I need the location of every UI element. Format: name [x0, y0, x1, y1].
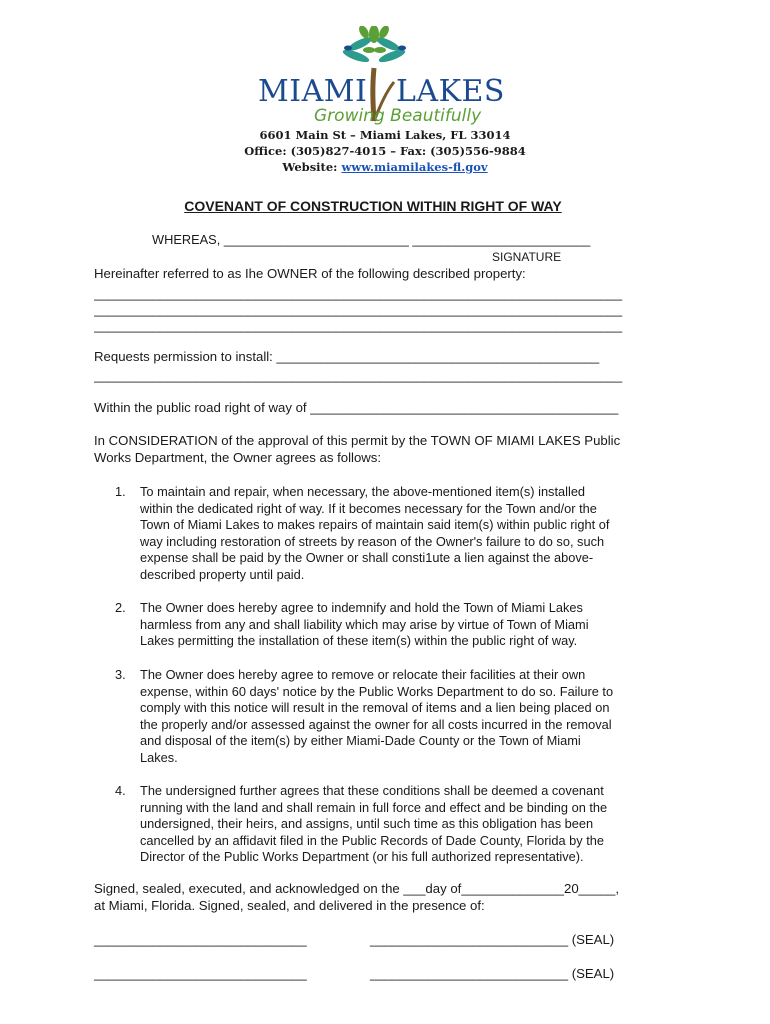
miami-lakes-logo	[256, 26, 506, 126]
property-line-3[interactable]: ________________________________________________________________________	[94, 318, 623, 333]
item-line: The Owner does hereby agree to remove or relocate their facilities at their own	[140, 667, 586, 682]
website-link[interactable]: www.miamilakes-fl.gov	[341, 160, 488, 174]
item-line: Director of the Public Works Department (or his full authorized representative).	[140, 849, 584, 865]
item-line: described property until paid.	[140, 566, 305, 582]
item-line: cancelled by an affidavit filed in the Public Records of Dade County, Florida by the	[140, 832, 605, 848]
property-line-1[interactable]: ________________________________________________________________________	[94, 286, 623, 301]
item-line: The undersigned further agrees that these conditions shall be deemed a covenant	[140, 783, 604, 798]
item-line: expense shall be paid by the Owner or shall consti1ute a lien against the above-	[140, 550, 594, 566]
witness-line-1[interactable]: _____________________________	[94, 932, 307, 947]
item-text	[140, 667, 660, 767]
item-line: Town of Miami Lakes to makes repairs of maintain said item(s) within public right of	[140, 517, 610, 533]
property-line-2[interactable]: ________________________________________________________________________	[94, 302, 623, 317]
document-title: COVENANT OF CONSTRUCTION WITHIN RIGHT OF WAY	[184, 198, 562, 214]
signed-text-1[interactable]: Signed, sealed, executed, and acknowledged on the ___day of______________20_____,	[94, 881, 620, 896]
requests-line[interactable]: Requests permission to install: ____________________________________________	[94, 349, 600, 364]
item-line: To maintain and repair, when necessary, the above-mentioned item(s) installed	[140, 484, 586, 499]
requests-line-2[interactable]: ________________________________________________________________________	[94, 368, 623, 383]
consideration-text-2: Works Department, the Owner agrees as follows:	[94, 450, 382, 465]
logo-lakes-text: LAKES	[396, 74, 505, 109]
whereas-line[interactable]: WHEREAS, __________________________ _________________________	[152, 232, 591, 247]
within-line[interactable]: Within the public road right of way of __________________________________________	[94, 400, 619, 415]
item-number: 4.	[115, 783, 126, 798]
item-line: the properly and/or assessed against the owner for all costs incurred in the removal	[140, 716, 612, 732]
item-text	[140, 484, 660, 584]
consideration-text-1: In CONSIDERATION of the approval of this permit by the TOWN OF MIAMI LAKES Public	[94, 433, 621, 448]
item-line: within the dedicated right of way. If it becomes necessary for the Town and/or the	[140, 500, 597, 516]
logo-tagline: Growing Beautifully	[314, 106, 482, 126]
seal-line-2[interactable]: ___________________________ (SEAL)	[370, 966, 615, 981]
item-line: The Owner does hereby agree to indemnify and hold the Town of Miami Lakes	[140, 600, 583, 615]
item-line: harmless from any and shall liability which may arise by virtue of Town of Miami	[140, 616, 589, 632]
website-line	[0, 160, 770, 174]
signed-text-2: at Miami, Florida. Signed, sealed, and delivered in the presence of:	[94, 898, 485, 913]
item-line: expense, within 60 days' notice by the Public Works Department to do so. Failure to	[140, 683, 614, 699]
item-number: 2.	[115, 600, 126, 615]
phone-fax-line: Office: (305)827-4015 – Fax: (305)556-9884	[244, 144, 526, 158]
website-label: Website:	[282, 160, 342, 174]
item-line: way including restoration of streets by reason of the Owner's failure to do so, such	[140, 533, 605, 549]
item-text	[140, 783, 660, 866]
item-text	[140, 600, 660, 650]
item-line: Lakes.	[140, 749, 178, 765]
item-line: and disposal of the item(s) by either Miami-Dade County or the Town of Miami	[140, 733, 581, 749]
item-line: undersigned, their heirs, and assigns, until such time as this obligation has been	[140, 816, 594, 832]
item-line: running with the land and shall remain in full force and effect and be binding on the	[140, 799, 608, 815]
logo-miami-text: MIAMI	[258, 74, 368, 109]
witness-line-2[interactable]: _____________________________	[94, 966, 307, 981]
hereinafter-text: Hereinafter referred to as Ihe OWNER of the following described property:	[94, 266, 526, 281]
item-line: Lakes permitting the installation of these item(s) within the public right of way.	[140, 633, 578, 649]
item-number: 1.	[115, 484, 126, 499]
address-line: 6601 Main St – Miami Lakes, FL 33014	[259, 128, 511, 142]
item-number: 3.	[115, 667, 126, 682]
seal-line-1[interactable]: ___________________________ (SEAL)	[370, 932, 615, 947]
item-line: comply with this notice will result in the removal of items and a lien being placed on	[140, 700, 610, 716]
signature-label: SIGNATURE	[492, 250, 562, 264]
